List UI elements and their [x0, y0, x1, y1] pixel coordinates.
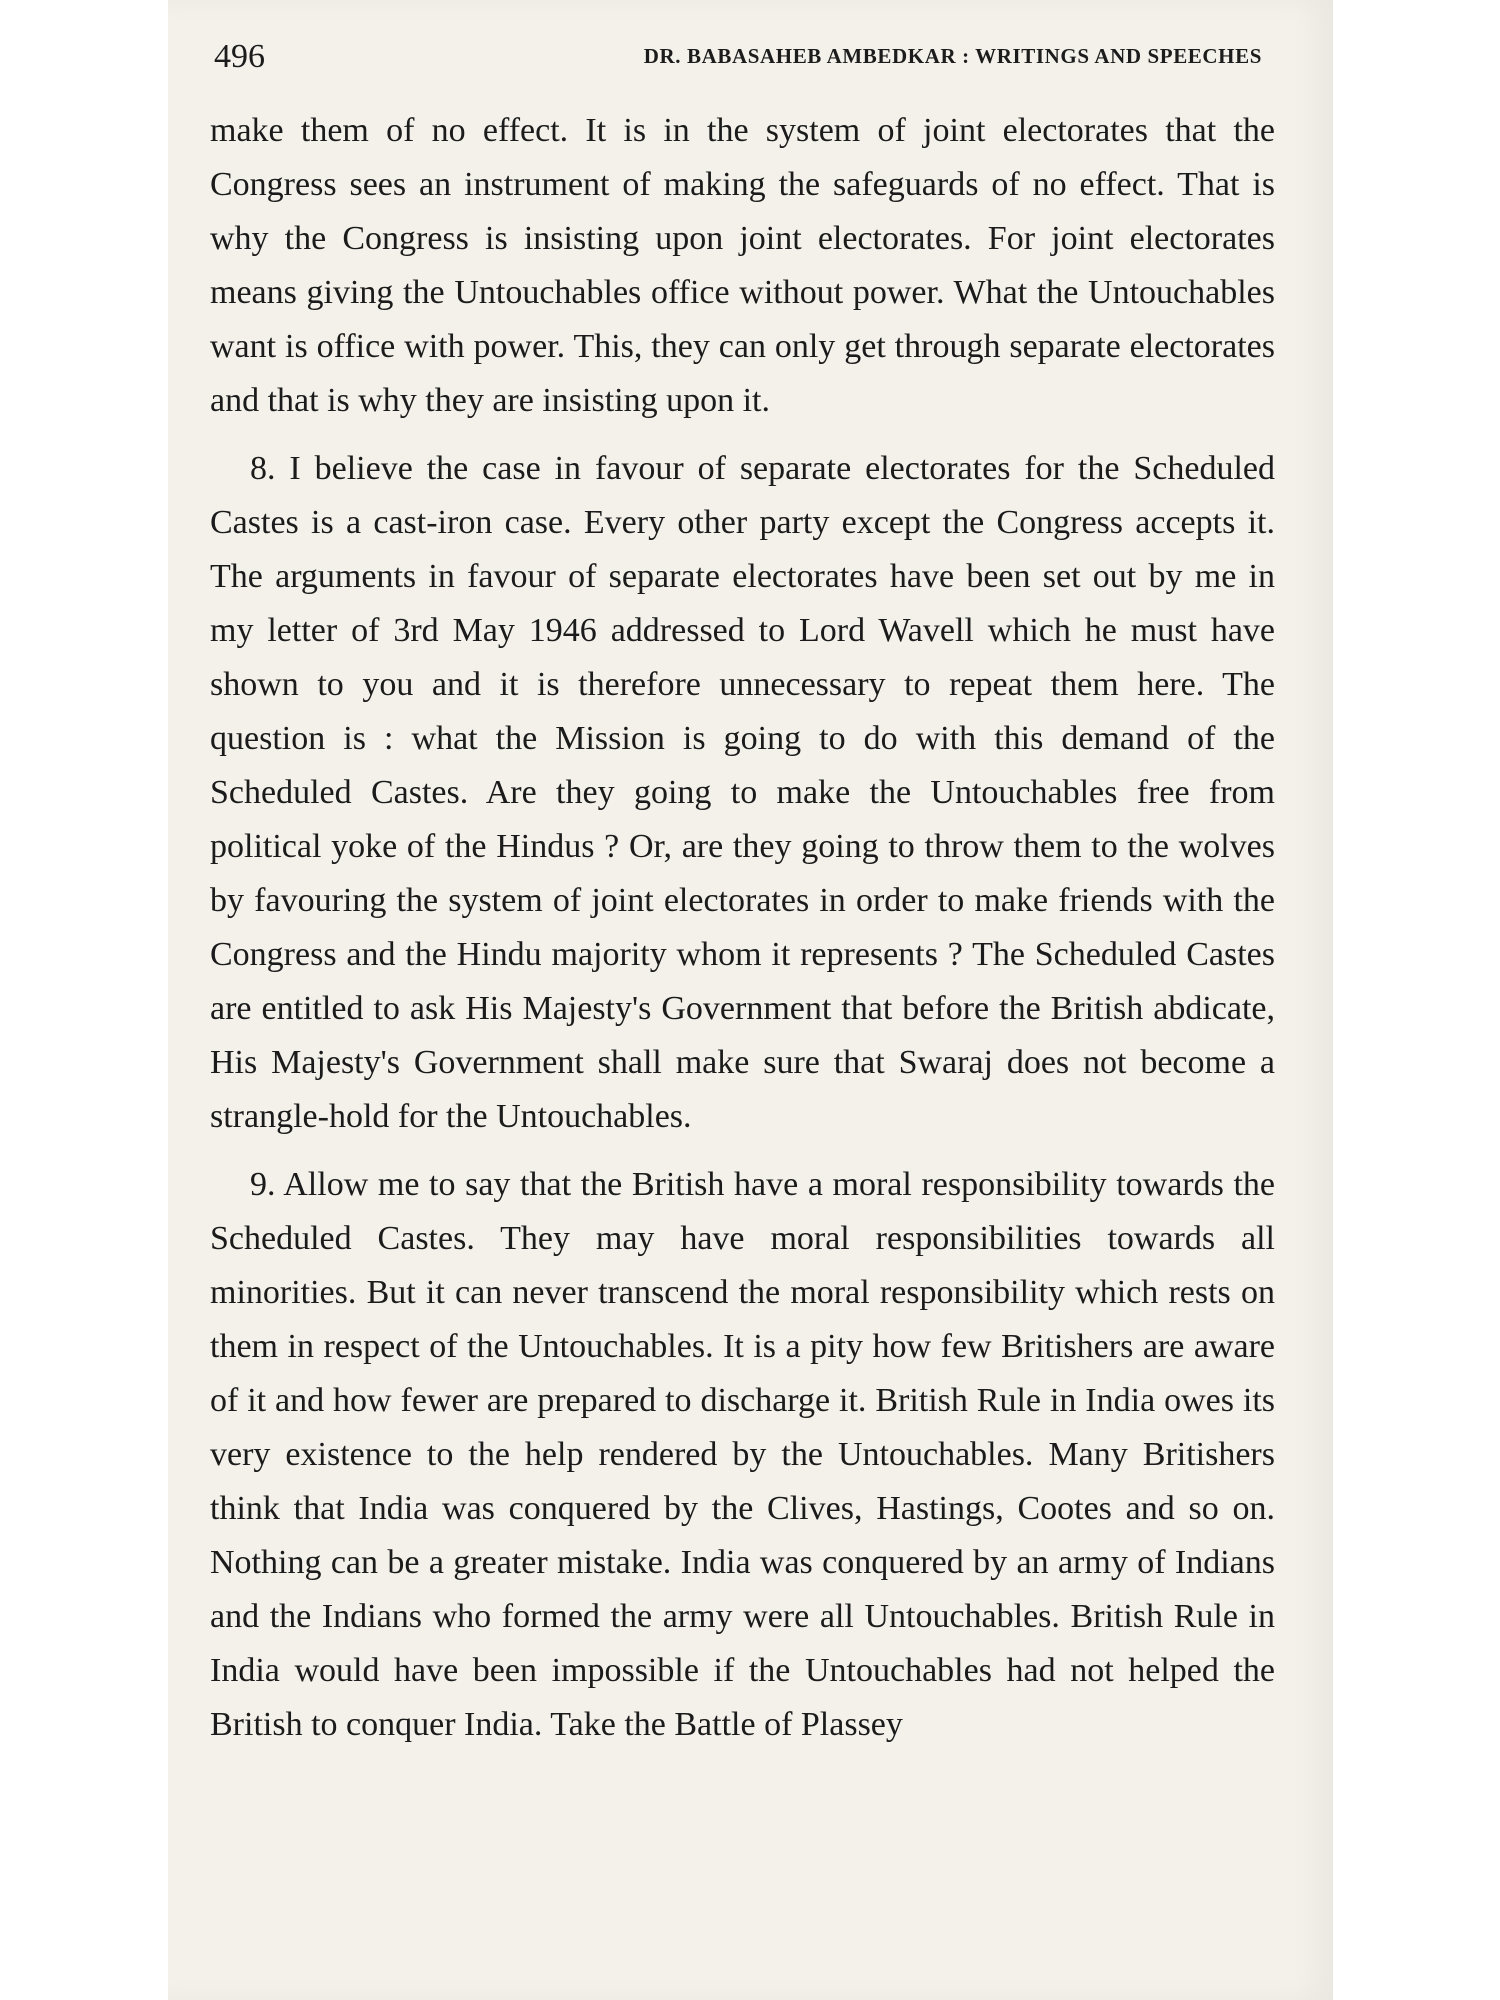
running-head: DR. BABASAHEB AMBEDKAR : WRITINGS AND SPEECHES — [643, 44, 1262, 68]
page-header — [210, 30, 1290, 80]
paragraph-9: 9. Allow me to say that the British have a moral responsibility towards the Scheduled Castes. They may have moral responsibilities towards all minorities. But it can never transcend the moral responsibility which rests on them in respect of the Untouchables. It is a pity how few Britishers are aware of it and how fewer are prepared to discharge it. British Rule in India owes its very existence to the help rendered by the Untouchables. Many Britishers think that India was conquered by the Clives, Hastings, Cootes and so on. Nothing can be a greater mistake. India was conquered by an army of Indians and the Indians who formed the army were all Untouchables. British Rule in India would have been impossible if the Untouchables had not helped the British to conquer India. Take the Battle of Plassey — [210, 1166, 1275, 1743]
body-text — [210, 104, 1275, 1766]
paragraph-8: 8. I believe the case in favour of separate electorates for the Scheduled Castes is a cast-iron case. Every other party except the Congress accepts it. The arguments in favour of separate electorates have been set out by me in my letter of 3rd May 1946 addressed to Lord Wavell which he must have shown to you and it is therefore unnecessary to repeat them here. The question is : what the Mission is going to do with this demand of the Scheduled Castes. Are they going to make the Untouchables free from political yoke of the Hindus ? Or, are they going to throw them to the wolves by favouring the system of joint electorates in order to make friends with the Congress and the Hindu majority whom it represents ? The Scheduled Castes are entitled to ask His Majesty's Government that before the British abdicate, His Majesty's Government shall make sure that Swaraj does not become a strangle-hold for the Untouchables. — [210, 450, 1275, 1135]
paragraph-continuation: make them of no effect. It is in the system of joint electorates that the Congress sees an instrument of making the safeguards of no effect. That is why the Congress is insisting upon joint electorates. For joint electorates means giving the Untouchables office without power. What the Untouchables want is office with power. This, they can only get through separate electorates and that is why they are insisting upon it. — [210, 112, 1275, 419]
page-number: 496 — [214, 38, 265, 75]
